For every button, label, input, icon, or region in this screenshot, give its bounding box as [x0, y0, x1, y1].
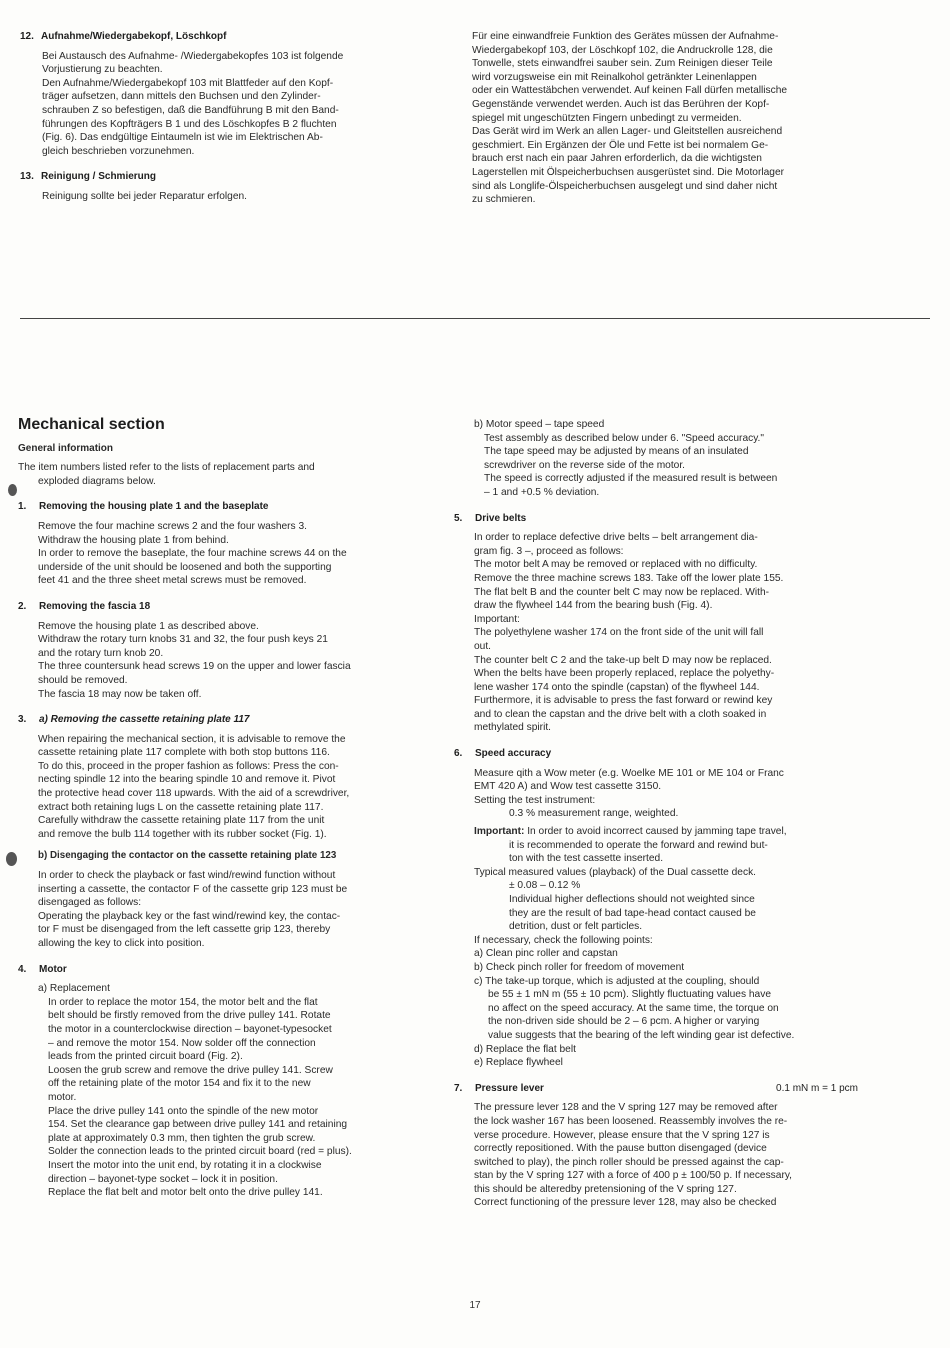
text-line: Loosen the grub screw and remove the drive pulley 141. Screw — [48, 1064, 333, 1076]
section-13-number: 13. — [20, 171, 34, 183]
mechanical-section-title: Mechanical section — [18, 416, 165, 433]
section-3-number: 3. — [18, 714, 27, 726]
section-5-title: Drive belts — [475, 512, 527, 524]
text-line: The item numbers listed refer to the lists of replacement parts and — [18, 462, 315, 474]
section-2-heading — [18, 600, 426, 614]
text-line: verse procedure. However, please ensure that the V spring 127 is — [474, 1129, 770, 1141]
text-line: and to clean the capstan and the drive belt with a cloth soaked in — [474, 708, 767, 720]
important-note-body — [454, 839, 858, 866]
section-3a-title: a) Removing the cassette retaining plate 117 — [39, 714, 250, 726]
text-line: off the retaining plate of the motor 154 and fix it to the new — [48, 1078, 311, 1090]
text-line: To do this, proceed in the proper fashion as follows: Press the con- — [38, 760, 339, 772]
section-1 — [18, 500, 426, 588]
text-line: spiegel mit ungeschützten Fingern unbedingt zu vermeiden. — [472, 112, 742, 124]
text-line: Reinigung sollte bei jeder Reparatur erfolgen. — [42, 190, 248, 202]
section-1-body — [18, 520, 426, 588]
text-line: they are the result of bad tape-head contact caused be — [509, 907, 756, 919]
section-6-body — [454, 767, 858, 808]
text-line: Remove the housing plate 1 as described above. — [38, 620, 259, 632]
text-line: ton with the test cassette inserted. — [509, 853, 664, 865]
text-line: allowing the key to click into position. — [38, 938, 205, 949]
section-13-heading — [20, 170, 440, 184]
section-5 — [454, 512, 858, 736]
text-line: Withdraw the housing plate 1 from behind. — [38, 534, 229, 546]
section-3b-heading: b) Disengaging the contactor on the cassette retaining plate 123 — [38, 850, 337, 862]
section-6-heading — [454, 747, 858, 761]
text-line: – and remove the motor 154. Now solder off the connection — [48, 1037, 316, 1049]
text-line: gram fig. 3 –, proceed as follows: — [474, 545, 624, 557]
text-line: plate at approximately 0.3 mm, then tighten the grub screw. — [48, 1132, 316, 1144]
english-right-column — [454, 418, 858, 1222]
text-line: Für eine einwandfreie Funktion des Gerätes müssen der Aufnahme- — [472, 31, 779, 42]
text-line: Gegenstände verwendet werden. Auch ist das Berühren der Kopf- — [472, 98, 770, 110]
text-line: draw the flywheel 144 from the bearing bush (Fig. 4). — [474, 600, 713, 612]
text-line: Remove the three machine screws 183. Take off the lower plate 155. — [474, 572, 784, 584]
section-5-heading — [454, 512, 858, 526]
text-line: Place the drive pulley 141 onto the spindle of the new motor — [48, 1105, 319, 1117]
section-4-number: 4. — [18, 963, 27, 975]
check-points-intro: If necessary, check the following points: — [474, 934, 653, 946]
text-line: The pressure lever 128 and the V spring 127 may be removed after — [474, 1102, 778, 1114]
section-2-title: Removing the fascia 18 — [39, 600, 151, 612]
text-line: Individual higher deflections should not weighted since — [509, 894, 755, 905]
text-line: EMT 420 A) and Wow test cassette 3150. — [474, 781, 662, 793]
important-note — [454, 825, 858, 839]
text-line: Bei Austausch des Aufnahme- /Wiedergabekopfes 103 ist folgende — [42, 50, 344, 62]
text-line: extract both retaining lugs L on the cassette retaining plate 117. — [38, 801, 324, 813]
text-line: Carefully withdraw the cassette retaining plate 117 from the unit — [38, 815, 325, 827]
typical-value: ± 0.08 – 0.12 % — [509, 880, 581, 892]
text-line: In order to remove the baseplate, the four machine screws 44 on the — [38, 548, 347, 560]
section-divider — [20, 318, 930, 319]
section-2-number: 2. — [18, 600, 27, 612]
text-line: The tape speed may be adjusted by means of an insulated — [484, 446, 749, 458]
text-line: wird vorzugsweise ein mit Reinalkohol getränkter Leinenlappen — [472, 71, 757, 83]
section-5-body — [454, 531, 858, 735]
text-line: The three countersunk head screws 19 on the upper and lower fascia — [38, 661, 351, 673]
section-4b — [454, 418, 858, 500]
deflection-note — [454, 893, 858, 934]
text-line: – 1 and +0.5 % deviation. — [484, 486, 600, 498]
text-line: In order to replace the motor 154, the motor belt and the flat — [48, 996, 318, 1008]
text-line: When repairing the mechanical section, it is advisable to remove the — [38, 733, 346, 745]
section-2 — [18, 600, 426, 701]
text-line: Remove the four machine screws 2 and the four washers 3. — [38, 520, 307, 532]
text-line: schrauben Z so befestigen, daß die Bandführung B mit den Band- — [42, 104, 339, 116]
section-4 — [18, 963, 426, 1200]
text-line: sind als Longlife-Ölspeicherbuchsen ausgelegt und sind daher nicht — [472, 180, 778, 192]
text-line: disengaged as follows: — [38, 897, 142, 909]
text-line: führungen des Kopfträgers B 1 und des Löschkopfes B 2 fluchten — [42, 118, 337, 130]
text-line: Solder the connection leads to the printed circuit board (red = plus). — [48, 1146, 352, 1158]
text-line: (Fig. 6). Das endgültige Eintaumeln ist wie im Elektrischen Ab- — [42, 132, 323, 144]
list-item-continued: be 55 ± 1 mN m (55 ± 10 pcm). Slightly fluctuating values have — [488, 989, 771, 1001]
text-line: Den Aufnahme/Wiedergabekopf 103 mit Blattfeder auf den Kopf- — [42, 77, 334, 89]
section-4-title: Motor — [39, 963, 67, 975]
section-12-heading — [20, 30, 440, 44]
text-line: it is recommended to operate the forward and rewind but- — [509, 839, 768, 851]
text-line: The counter belt C 2 and the take-up belt D may now be replaced. — [474, 654, 772, 666]
section-3b-body — [18, 869, 426, 951]
section-6 — [454, 747, 858, 1070]
section-13-title: Reinigung / Schmierung — [41, 171, 157, 183]
punch-hole-mark — [6, 852, 17, 866]
section-13-body — [20, 190, 440, 204]
section-7-number: 7. — [454, 1082, 463, 1094]
text-line: oder ein Wattestäbchen verwendet. Auf keinen Fall dürfen metallische — [472, 85, 788, 97]
german-right-column — [472, 30, 864, 207]
text-line: Operating the playback key or the fast wind/rewind key, the contac- — [38, 910, 341, 922]
section-4-heading — [18, 963, 426, 977]
section-1-heading — [18, 500, 426, 514]
list-item: d) Replace the flat belt — [474, 1043, 576, 1055]
section-1-title: Removing the housing plate 1 and the baseplate — [39, 501, 269, 513]
section-7-body — [454, 1101, 858, 1210]
text-line: The speed is correctly adjusted if the measured result is between — [484, 473, 778, 485]
section-5-number: 5. — [454, 512, 463, 524]
section-7-heading — [454, 1082, 858, 1096]
important-label: Important: — [474, 826, 525, 838]
list-item-continued: the non-driven side should be 2 – 6 pcm. A higher or varying — [488, 1016, 760, 1028]
list-item: b) Check pinch roller for freedom of movement — [474, 961, 685, 973]
section-6-number: 6. — [454, 748, 463, 760]
text-line: lene washer 174 onto the spindle (capstan) of the flywheel 144. — [474, 681, 760, 693]
text-line: direction – bayonet-type socket – lock it in position. — [48, 1173, 278, 1185]
list-item-continued: value suggests that the bearing of the left winding gear ist defective. — [488, 1029, 795, 1041]
section-7 — [454, 1082, 858, 1210]
text-line: tor F must be disengaged from the left cassette grip 123, thereby — [38, 924, 331, 936]
text-line: Furthermore, it is advisable to press the fast forward or rewind key — [474, 695, 773, 707]
section-12-body — [20, 50, 440, 159]
text-line: Measure qith a Wow meter (e.g. Woelke ME 101 or ME 104 or Franc — [474, 767, 784, 779]
text-line: Das Gerät wird im Werk an allen Lager- und Gleitstellen ausreichend — [472, 126, 783, 138]
section-6-title: Speed accuracy — [475, 748, 552, 760]
english-left-column — [18, 418, 426, 1212]
list-item: e) Replace flywheel — [474, 1057, 563, 1069]
general-information-heading: General information — [18, 442, 114, 454]
test-setting: 0.3 % measurement range, weighted. — [509, 808, 679, 820]
section-4a-body — [18, 996, 426, 1200]
section-4a-heading: a) Replacement — [38, 983, 110, 995]
text-line: gleich beschrieben vorzunehmen. — [42, 145, 195, 157]
section-3a-body — [18, 733, 426, 842]
text-line: 154. Set the clearance gap between drive pulley 141 and retaining — [48, 1119, 348, 1131]
list-item: c) The take-up torque, which is adjusted at the coupling, should — [474, 975, 760, 987]
text-line: Correct functioning of the pressure lever 128, may also be checked — [474, 1197, 777, 1209]
section-4b-body — [454, 432, 858, 500]
punch-hole-mark — [8, 484, 17, 496]
text-line: belt should be firstly removed from the drive pulley 141. Rotate — [48, 1010, 331, 1022]
text-line: Important: — [474, 613, 520, 625]
text-line: cassette retaining plate 117 complete with both stop buttons 116. — [38, 747, 330, 759]
section-7-title: Pressure lever — [475, 1082, 544, 1094]
german-left-column — [20, 30, 440, 216]
general-information — [18, 442, 426, 489]
text-line: The flat belt B and the counter belt C may now be replaced. With- — [474, 586, 770, 598]
text-line: the motor in a counterclockwise direction – bayonet-typesocket — [48, 1023, 332, 1035]
section-12-title: Aufnahme/Wiedergabekopf, Löschkopf — [41, 31, 227, 42]
text-line: zu schmieren. — [472, 194, 536, 206]
text-line: Wiedergabekopf 103, der Löschkopf 102, die Andruckrolle 128, die — [472, 44, 773, 56]
section-3a-heading — [18, 713, 426, 727]
text-line: this should be alteredby pretensioning of the V spring 127. — [474, 1183, 737, 1195]
text-line: motor. — [48, 1091, 77, 1103]
text-line: Lagerstellen mit Ölspeicherbuchsen ausgerüstet sind. Die Motorlager — [472, 166, 785, 178]
typical-values: Typical measured values (playback) of the Dual cassette deck. — [474, 866, 756, 878]
text-line: träger aufsetzen, dann mittels den Buchsen und den Zylinder- — [42, 91, 321, 103]
list-item-continued: no affect on the speed accuracy. At the same time, the torque on — [488, 1002, 779, 1014]
section-4b-heading: b) Motor speed – tape speed — [474, 419, 605, 430]
text-line: underside of the unit should be loosened and both the supporting — [38, 561, 332, 573]
text-line: In order to check the playback or fast wind/rewind function without — [38, 870, 336, 882]
text-line: The motor belt A may be removed or replaced with no difficulty. — [474, 559, 758, 571]
text-line: Insert the motor into the unit end, by rotating it in a clockwise — [48, 1159, 322, 1171]
text-line: Vorjustierung zu beachten. — [42, 64, 163, 76]
section-3 — [18, 713, 426, 951]
text-line: Tonwelle, stets einwandfrei sauber sein. Zum Reinigen dieser Teile — [472, 58, 773, 70]
text-line: correctly repositioned. With the pause button disengaged (device — [474, 1143, 767, 1155]
text-line: Withdraw the rotary turn knobs 31 and 32, the four push keys 21 — [38, 634, 328, 646]
text-line: leads from the printed circuit board (Fig. 2). — [48, 1051, 243, 1063]
list-item: a) Clean pinc roller and capstan — [474, 948, 618, 960]
text-line: detrition, dust or felt particles. — [509, 921, 643, 933]
text-line: brauch erst nach ein paar Jahren erforderlich, da die wichtigsten — [472, 153, 762, 165]
text-line: In order to replace defective drive belts – belt arrangement dia- — [474, 532, 758, 544]
text-line: should be removed. — [38, 674, 128, 686]
section-2-body — [18, 620, 426, 702]
text-line: feet 41 and the three sheet metal screws must be removed. — [38, 575, 307, 587]
text-line: Replace the flat belt and motor belt onto the drive pulley 141. — [48, 1187, 323, 1199]
text-line: The fascia 18 may now be taken off. — [38, 688, 202, 700]
text-line: inserting a cassette, the contactor F of the cassette grip 123 must be — [38, 883, 348, 895]
text-line: When the belts have been properly replaced, replace the polyethy- — [474, 668, 775, 680]
text-line: necting spindle 12 into the bearing spindle 10 and remove it. Pivot — [38, 774, 336, 786]
text-line: stan by the V spring 127 with a force of 400 p ± 100/50 p. If necessary, — [474, 1170, 793, 1182]
text-line: out. — [474, 640, 491, 652]
text-line: switched to play), the pinch roller should be pressed against the cap- — [474, 1156, 784, 1168]
text-line: and the rotary turn knob 20. — [38, 647, 164, 659]
text-line: In order to avoid incorrect caused by jamming tape travel, — [527, 826, 787, 838]
text-line: Test assembly as described below under 6. "Speed accuracy." — [484, 432, 764, 444]
text-line: Setting the test instrument: — [474, 794, 596, 806]
text-line: methylated spirit. — [474, 722, 552, 734]
text-line: the protective head cover 118 upwards. With the aid of a screwdriver, — [38, 788, 350, 800]
section-12 — [20, 30, 440, 158]
check-points-list — [454, 947, 858, 1069]
unit-conversion: 0.1 mN m = 1 pcm — [776, 1082, 858, 1094]
text-line: screwdriver on the reverse side of the motor. — [484, 459, 686, 471]
section-1-number: 1. — [18, 501, 27, 513]
text-line: the lock washer 167 has been loosened. Reassembly involves the re- — [474, 1115, 788, 1127]
page-number: 17 — [469, 1300, 481, 1311]
text-line: exploded diagrams below. — [38, 475, 156, 487]
text-line: geschmiert. Ein Ergänzen der Öle und Fette ist bei normalem Ge- — [472, 139, 769, 151]
section-12-number: 12. — [20, 31, 34, 42]
text-line: The polyethylene washer 174 on the front side of the unit will fall — [474, 627, 764, 639]
section-13 — [20, 170, 440, 203]
text-line: and remove the bulb 114 together with its rubber socket (Fig. 1). — [38, 828, 327, 840]
